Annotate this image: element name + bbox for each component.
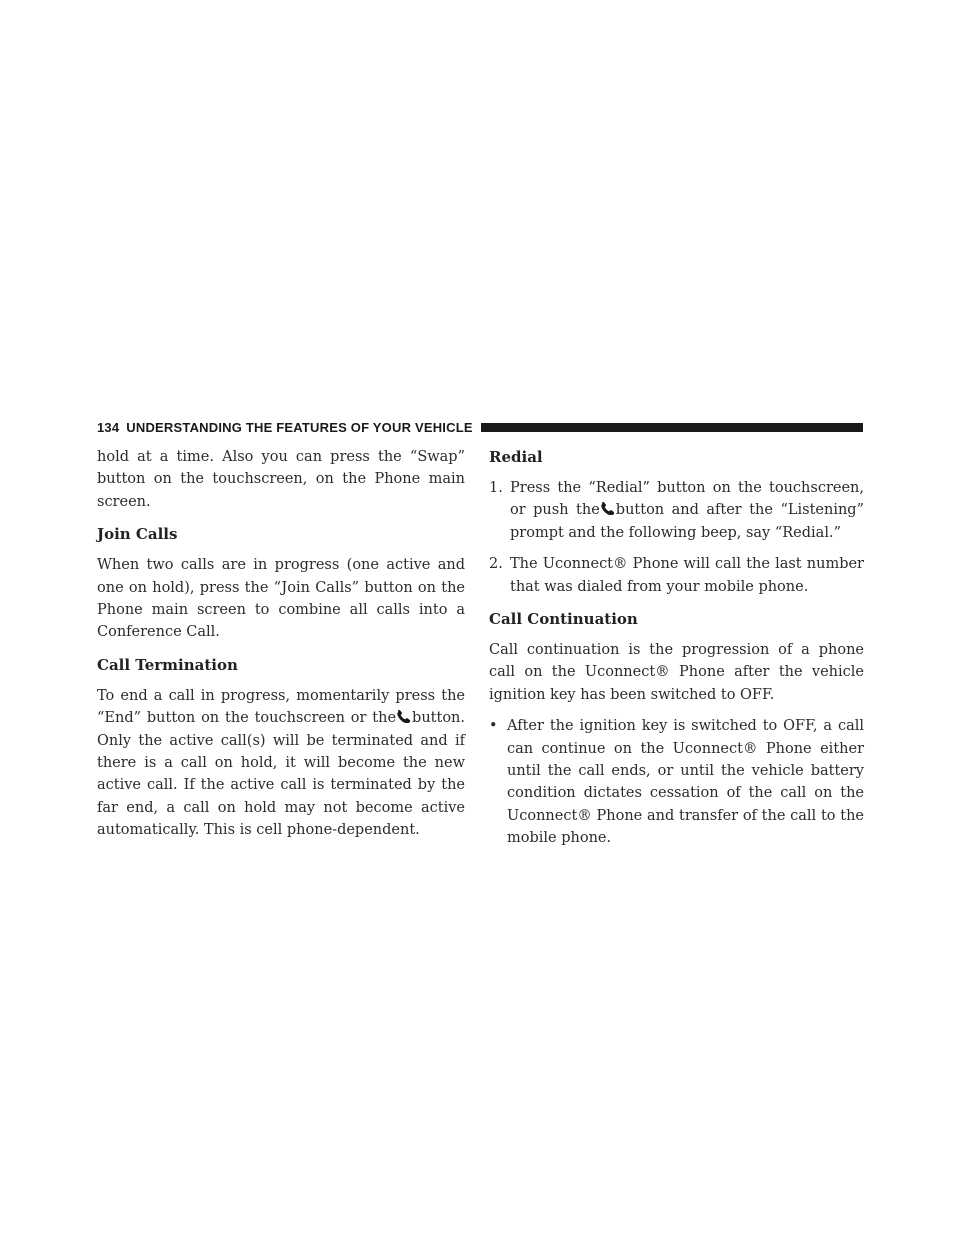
call-continuation-heading: Call Continuation — [489, 610, 638, 629]
header-rule — [481, 423, 863, 432]
list-marker: 2. — [489, 556, 503, 573]
page-number: 134 — [97, 419, 120, 435]
join-calls-heading: Join Calls — [97, 525, 178, 544]
call-continuation-paragraph: Call continuation is the progression of a phone call on the Uconnect® Phone after the vehicle ignition key has been switched to OFF. — [489, 642, 864, 703]
bullet-text: After the ignition key is switched to OFF, a call can continue on the Uconnect® Phone either until the call ends, or until the vehicle battery condition dictates cessation of the call on the Uconnect® Phone and transfer of the call to the mobile phone. — [507, 718, 864, 847]
intro-paragraph: hold at a time. Also you can press the “Swap” button on the touchscreen, on the Phone main screen. — [97, 449, 465, 510]
redial-step-text-end: button and after the “Listening” prompt and the following beep, say “Redial.” — [510, 502, 864, 541]
bullet-item — [489, 715, 864, 849]
call-termination-text-start: To end a call in progress, momentarily press the “End” button on the touchscreen or the — [97, 687, 465, 727]
phone-handset-icon — [600, 501, 616, 515]
right-column — [489, 446, 864, 850]
bullet-marker: • — [489, 718, 498, 735]
join-calls-paragraph: When two calls are in progress (one active and one on hold), press the “Join Calls” button on the Phone main screen to combine all calls into a Conference Call. — [97, 557, 465, 641]
redial-step-text: The Uconnect® Phone will call the last number that was dialed from your mobile phone. — [510, 556, 864, 595]
call-termination-text-end: button. Only the active call(s) will be terminated and if there is a call on hold, it will become the new active call. If the active call is terminated by the far end, a call on hold may not become active automatically. This is cell phone-dependent. — [97, 710, 465, 839]
section-title: UNDERSTANDING THE FEATURES OF YOUR VEHICLE — [126, 419, 473, 435]
redial-step-text-start: Press the “Redial” button on the touchscreen, or push the — [510, 480, 864, 519]
list-item — [489, 553, 864, 598]
list-marker: 1. — [489, 480, 503, 496]
call-termination-heading: Call Termination — [97, 655, 238, 674]
call-termination-paragraph — [97, 685, 465, 842]
redial-heading: Redial — [489, 448, 543, 466]
phone-handset-icon — [396, 709, 412, 723]
page-header — [97, 418, 863, 436]
left-column — [97, 446, 465, 842]
list-item — [489, 477, 864, 544]
